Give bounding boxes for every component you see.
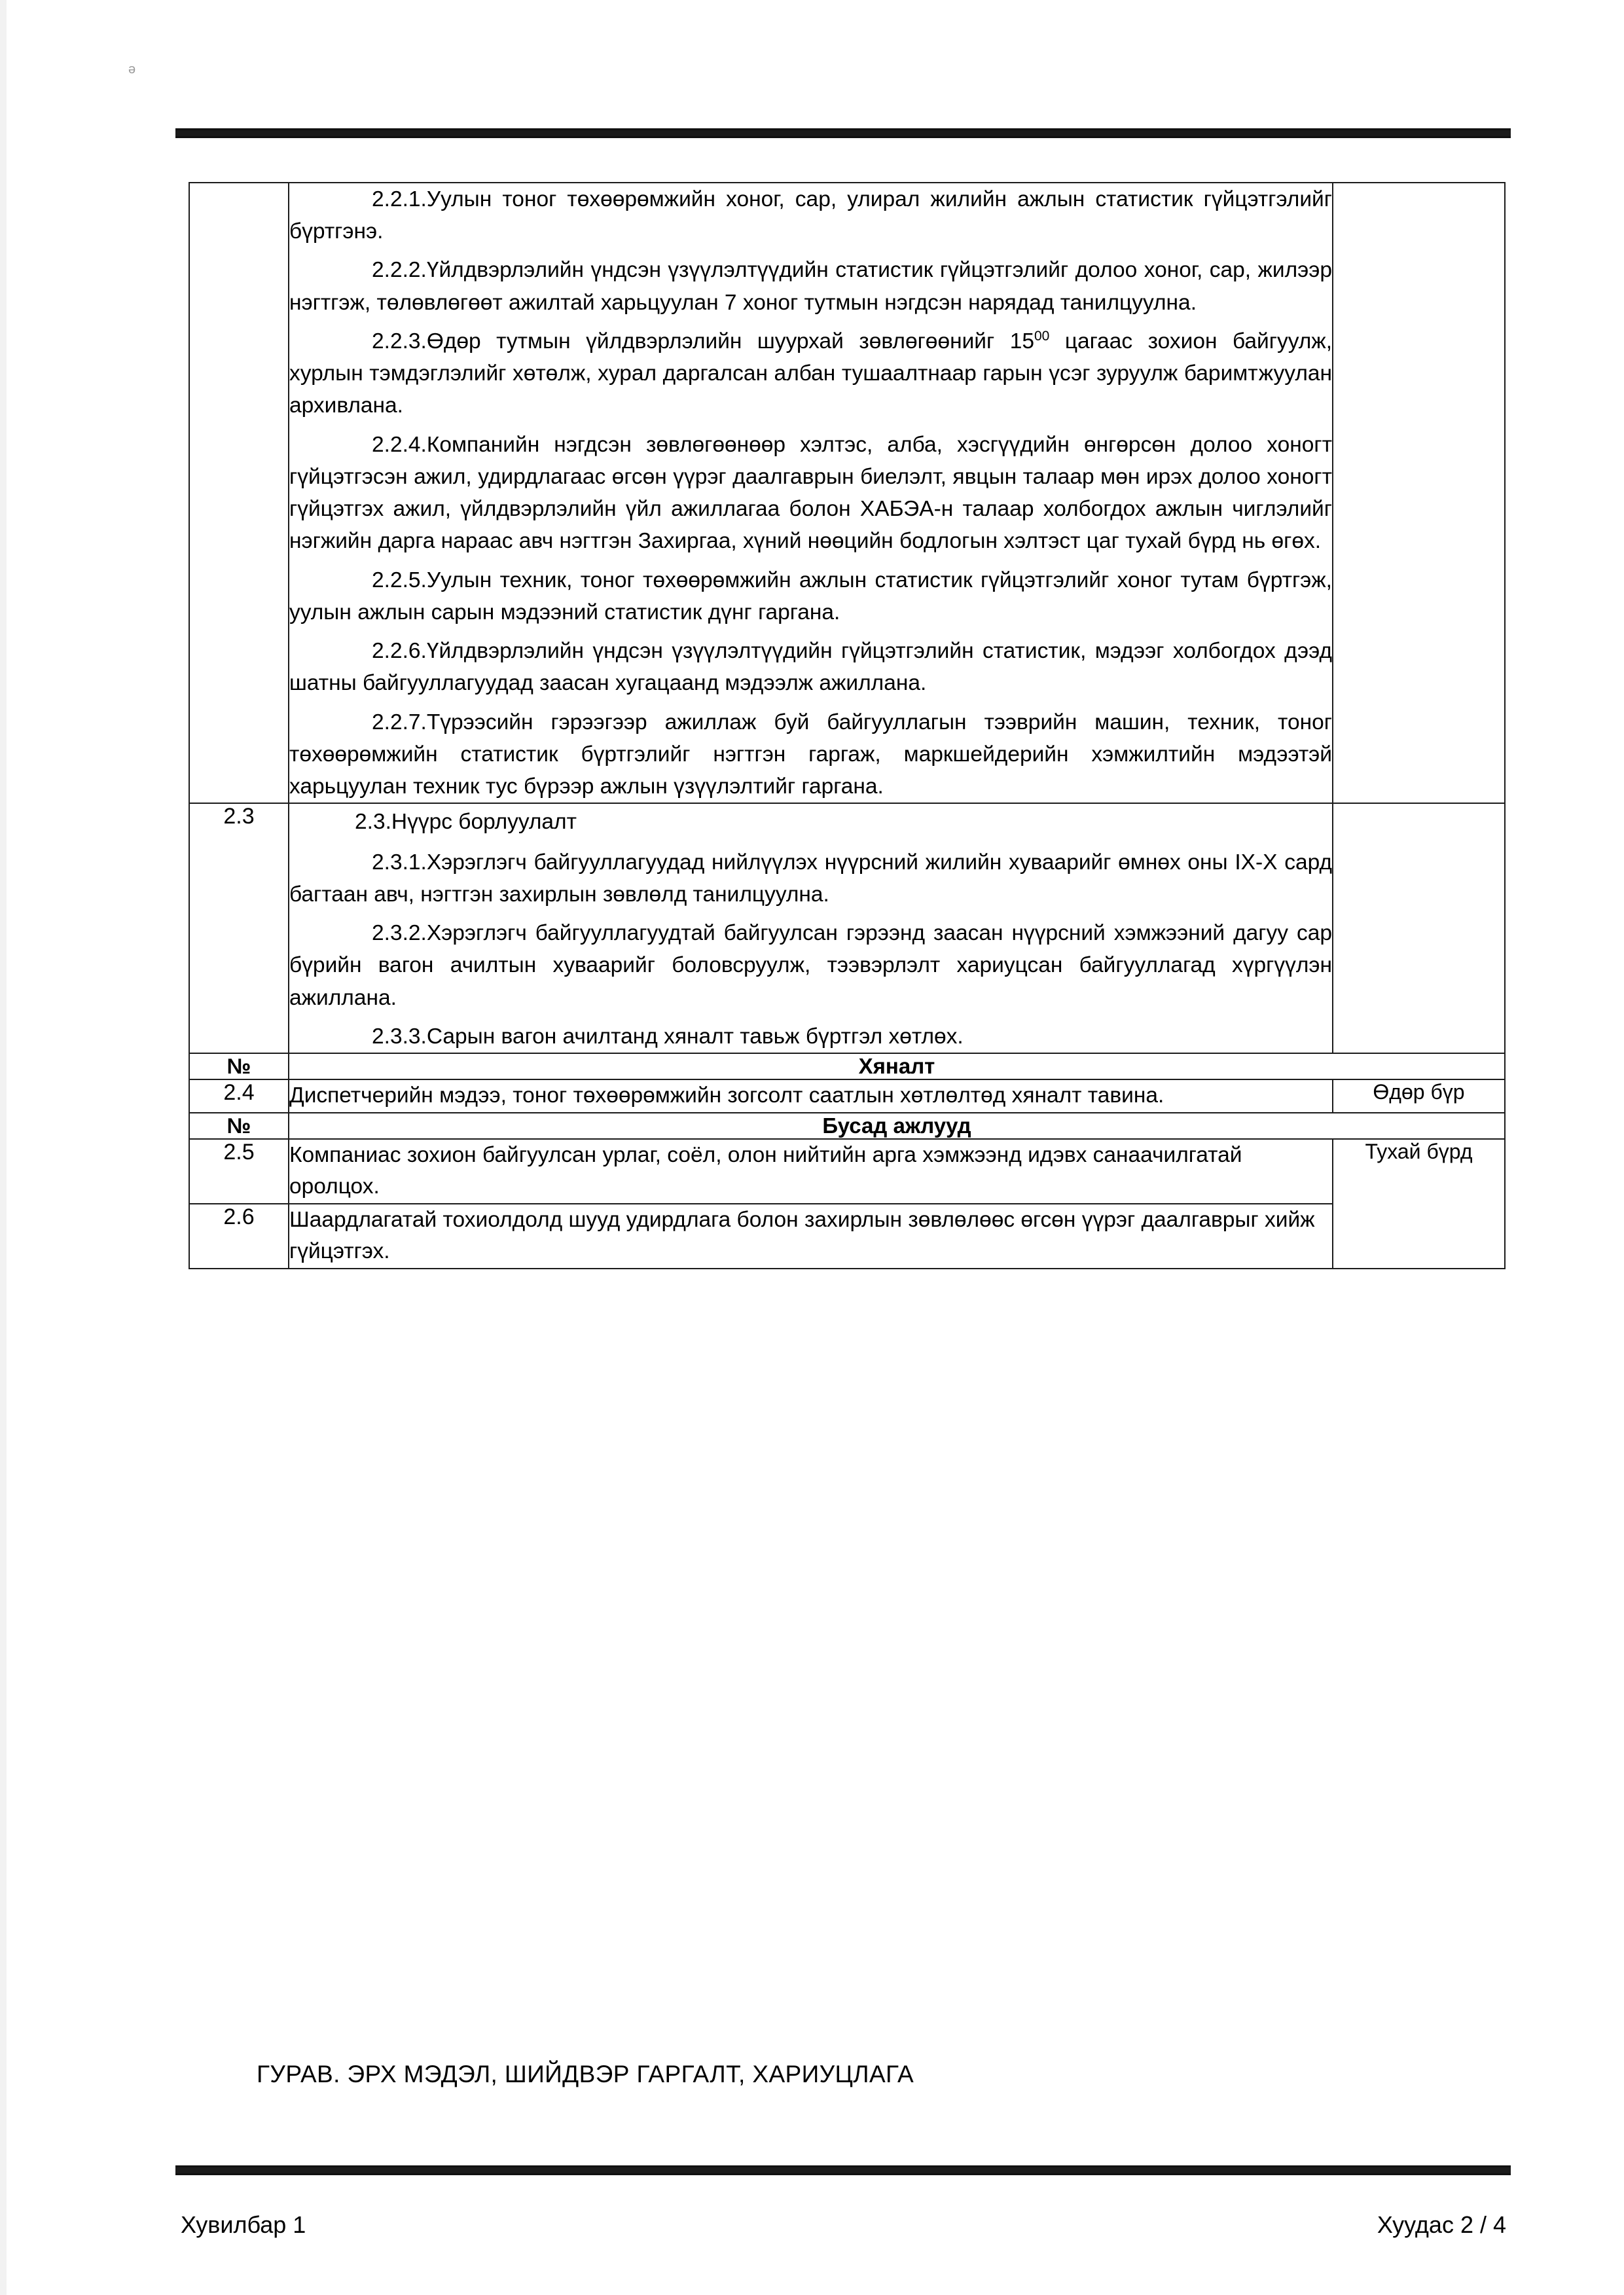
row-body-cell-2-6: Шаардлагатай тохиолдолд шууд удирдлага болон захирлын зөвлөлөөс өгсөн үүрэг даалгаврыг хийж гүйцэтгэх. <box>289 1204 1333 1269</box>
row-number-cell-2-4: 2.4 <box>189 1079 289 1113</box>
clause-2-3-1: 2.3.1.Хэрэглэгч байгууллагуудад нийлүүлэх нүүрсний жилийн хуваарийг өмнөх оны IX-X сард багтаан авч, нэгтгэн захирлын зөвлөлд танилцуулна. <box>289 850 1332 907</box>
row-body-cell-2-5: Компаниас зохион байгуулсан урлаг, соёл, олон нийтийн арга хэмжээнд идэвх санаачилгатай оролцох. <box>289 1139 1333 1204</box>
clause-2-2-5: 2.2.5.Уулын техник, тоног төхөөрөмжийн ажлын статистик гүйцэтгэлийг хоног тутам бүртгэж, уулын ажлын сарын мэдээний статистик дүнг гаргана. <box>289 568 1332 624</box>
row-frequency-cell <box>1333 183 1505 803</box>
header-rule <box>175 128 1511 138</box>
footer-version: Хувилбар 1 <box>181 2211 306 2238</box>
footer-page-number: Хуудас 2 / 4 <box>1377 2211 1506 2238</box>
table-row <box>189 1079 1505 1113</box>
clause-2-3-3: 2.3.3.Сарын вагон ачилтанд хяналт тавьж бүртгэл хөтлөх. <box>372 1024 964 1049</box>
band-number-label-2: № <box>189 1113 289 1139</box>
row-number-cell-2-6: 2.6 <box>189 1204 289 1269</box>
footer-rule <box>175 2165 1511 2175</box>
row-frequency-cell-other: Тухай бүрд <box>1333 1139 1505 1269</box>
section-band-row <box>189 1113 1505 1139</box>
clause-2-2-1: 2.2.1.Уулын тоног төхөөрөмжийн хоног, сар, улирал жилийн ажлын статистик гүйцэтгэлийг бүртгэнэ. <box>289 187 1332 244</box>
clause-2-2-3-after: цагаас зохион байгуулж, хурлын тэмдэглэлийг хөтөлж, хурал даргалсан албан тушаалтнаар гарын үсэг зуруулж баримтжуулан архивлана. <box>289 329 1333 418</box>
clause-2-2-3 <box>289 325 1332 422</box>
section-band-row <box>189 1053 1505 1079</box>
table-row <box>189 183 1505 803</box>
section-heading-three: ГУРАВ. ЭРХ МЭДЭЛ, ШИЙДВЭР ГАРГАЛТ, ХАРИУЦЛАГА <box>257 2061 914 2087</box>
table-row <box>189 1204 1505 1269</box>
row-frequency-cell-2-4: Өдөр бүр <box>1333 1079 1505 1113</box>
scan-edge <box>0 0 7 2295</box>
row-number-cell-2-5: 2.5 <box>189 1139 289 1204</box>
row-number-cell-2-3: 2.3 <box>189 803 289 1053</box>
clause-2-2-3-before: 2.2.3.Өдөр тутмын үйлдвэрлэлийн шуурхай зөвлөгөөнийг 15 <box>372 329 1034 353</box>
band-label-busad-ajluud: Бусад ажлууд <box>289 1113 1505 1139</box>
row-body-cell-2-3 <box>289 803 1333 1053</box>
clause-2-2-4: 2.2.4.Компанийн нэгдсэн зөвлөгөөнөөр хэлтэс, алба, хэсгүүдийн өнгөрсөн долоо хоногт гүйцэтгэсэн ажил, удирдлагаас өгсөн үүрэг даалгаврын биелэлт, явцын талаар мөн ирэх долоо хоногт гүйцэтгэх ажил, үйлдвэрлэлийн үйл ажиллагаа болон ХАБЭА-н талаар холбогдох ажлын чиглэлийг нэгжийн дарга нараас авч нэгтгэн Захиргаа, хүний нөөцийн бодлогын хэлтэст цаг тухай бүрд нь өгөх. <box>289 432 1332 554</box>
row-body-cell-2-4: Диспетчерийн мэдээ, тоног төхөөрөмжийн зогсолт саатлын хөтлөлтөд хяналт тавина. <box>289 1079 1333 1113</box>
clause-2-2-2: 2.2.2.Үйлдвэрлэлийн үндсэн үзүүлэлтүүдийн статистик гүйцэтгэлийг долоо хоног, сар, жилээр нэгтгэж, төлөвлөгөөт ажилтай харьцуулан 7 хоног тутмын нэгдсэн нарядад танилцуулна. <box>289 258 1332 315</box>
clause-2-2-3-superscript: 00 <box>1034 328 1050 344</box>
margin-mark: ә <box>128 62 136 77</box>
clause-2-2-7: 2.2.7.Түрээсийн гэрээгээр ажиллаж буй байгууллагын тээврийн машин, техник, тоног төхөөрөмжийн статистик бүртгэлийг нэгтгэн гаргаж, маркшейдерийн хэмжилтийн мэдээтэй харьцуулан техник тус бүрээр ажлын үзүүлэлтийг гаргана. <box>289 710 1332 799</box>
band-number-label: № <box>189 1053 289 1079</box>
band-label-hyanalt: Хяналт <box>289 1053 1505 1079</box>
responsibilities-table <box>189 182 1506 1269</box>
clause-2-2-6: 2.2.6.Үйлдвэрлэлийн үндсэн үзүүлэлтүүдийн гүйцэтгэлийн статистик, мэдээг холбогдох дээд шатны байгууллагуудад заасан хугацаанд мэдээлж ажиллана. <box>289 639 1332 696</box>
clause-2-3-heading: 2.3.Нүүрс борлуулалт <box>355 810 577 835</box>
clause-2-3-2: 2.3.2.Хэрэглэгч байгууллагуудтай байгуулсан гэрээнд заасан нүүрсний хэмжээний дагуу сар бүрийн вагон ачилтын хуваарийг боловсруулж, тээвэрлэлт хариуцсан байгууллагад хүргүүлэн ажиллана. <box>289 921 1332 1010</box>
table-row <box>189 803 1505 1053</box>
table-row <box>189 1139 1505 1204</box>
row-number-cell <box>189 183 289 803</box>
row-frequency-cell-2-3 <box>1333 803 1505 1053</box>
row-body-cell <box>289 183 1333 803</box>
